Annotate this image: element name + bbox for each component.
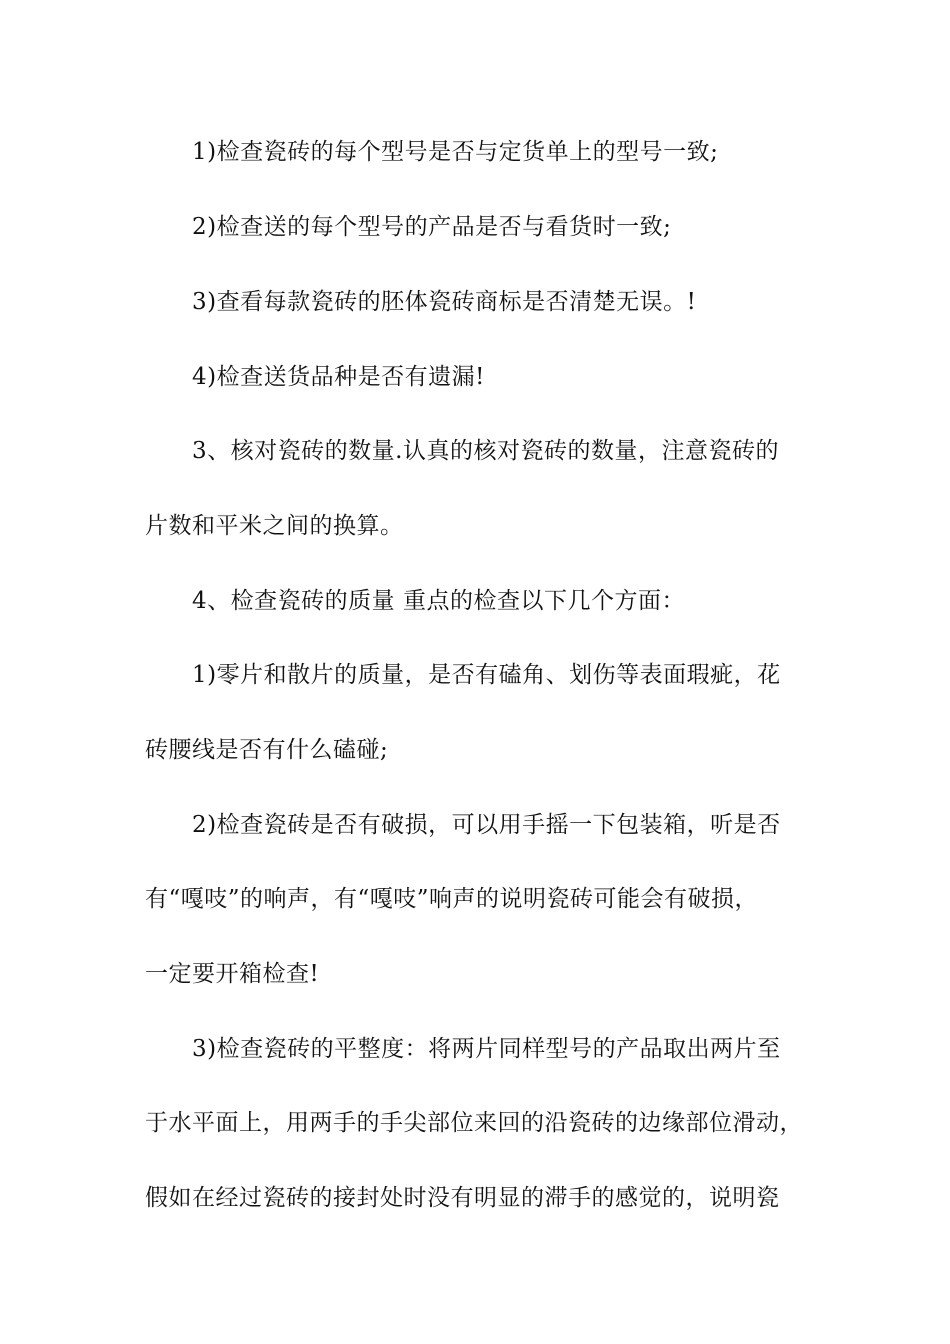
paragraph-line: 砖腰线是否有什么磕碰; — [145, 737, 389, 763]
paragraph-line: 1)检查瓷砖的每个型号是否与定货单上的型号一致; — [192, 139, 719, 165]
paragraph-line: 于水平面上，用两手的手尖部位来回的沿瓷砖的边缘部位滑动， — [145, 1110, 803, 1136]
paragraph-line: 2)检查瓷砖是否有破损，可以用手摇一下包装箱，听是否 — [192, 812, 781, 838]
paragraph-line: 4)检查送货品种是否有遗漏! — [192, 364, 485, 390]
paragraph-line: 1)零片和散片的质量，是否有磕角、划伤等表面瑕疵，花 — [192, 662, 781, 688]
paragraph-line: 假如在经过瓷砖的接封处时没有明显的滞手的感觉的，说明瓷 — [145, 1185, 780, 1211]
paragraph-line: 有“嘎吱”的响声，有“嘎吱”响声的说明瓷砖可能会有破损， — [145, 886, 759, 912]
paragraph-line: 3、核对瓷砖的数量.认真的核对瓷砖的数量，注意瓷砖的 — [192, 438, 779, 464]
paragraph-line: 3)检查瓷砖的平整度：将两片同样型号的产品取出两片至 — [192, 1036, 781, 1062]
paragraph-line: 3)查看每款瓷砖的胚体瓷砖商标是否清楚无误。! — [192, 289, 697, 315]
paragraph-line: 一定要开箱检查! — [145, 961, 320, 987]
paragraph-line: 片数和平米之间的换算。 — [145, 513, 404, 539]
paragraph-line: 4、检查瓷砖的质量 重点的检查以下几个方面： — [192, 588, 685, 614]
paragraph-line: 2)检查送的每个型号的产品是否与看货时一致; — [192, 214, 672, 240]
